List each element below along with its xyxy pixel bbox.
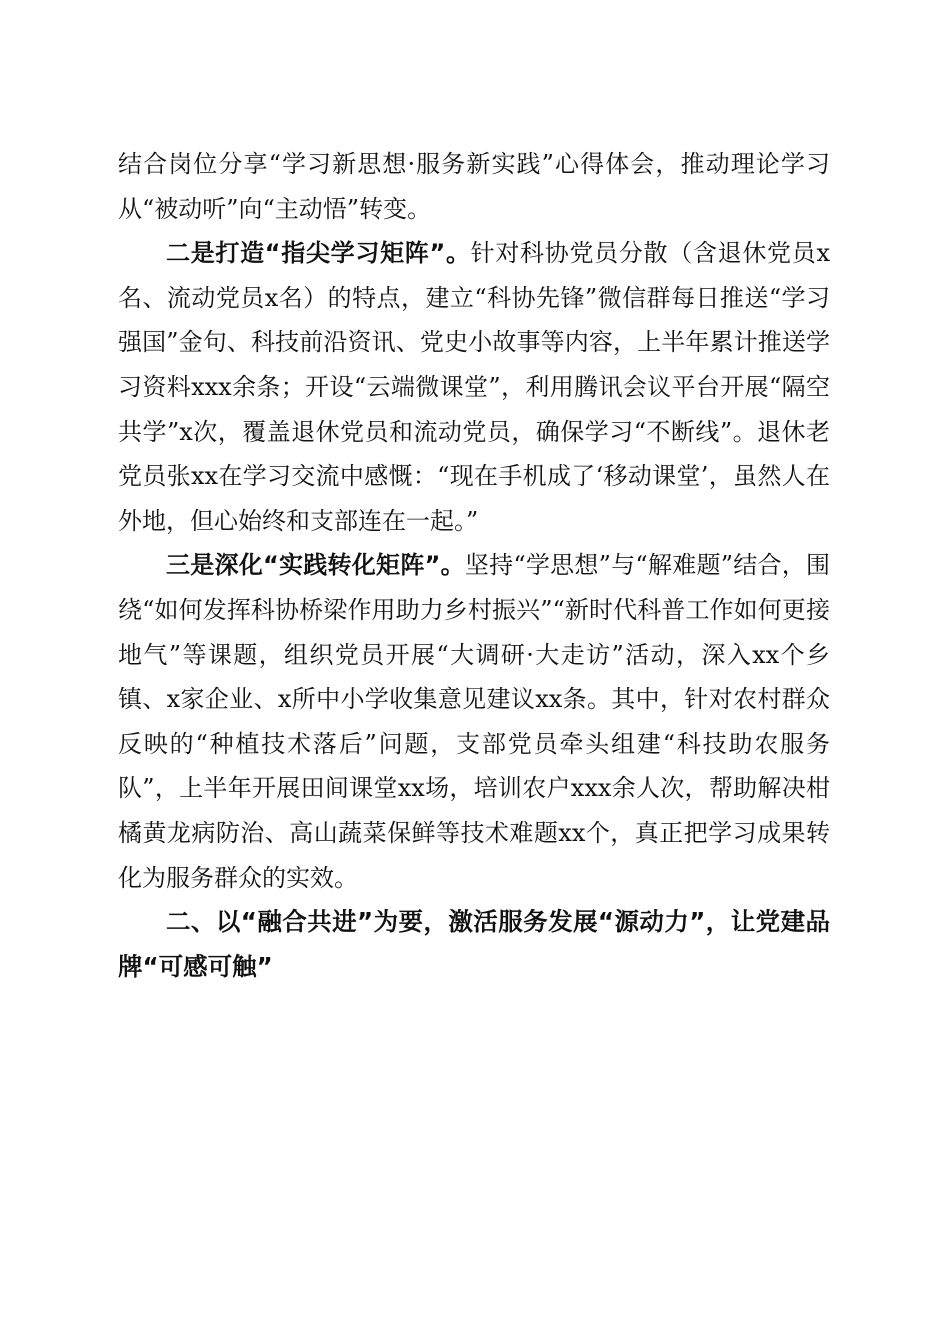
paragraph-practice-matrix: [118, 543, 830, 900]
document-body: [118, 142, 830, 989]
paragraph-continuation: 结合岗位分享“学习新思想·服务新实践”心得体会，推动理论学习从“被动听”向“主动悟”转变。: [118, 150, 830, 223]
paragraph-body: 坚持“学思想”与“解难题”结合，围绕“如何发挥科协桥梁作用助力乡村振兴”“新时代科普工作如何更接地气”等课题，组织党员开展“大调研·大走访”活动，深入xx个乡镇、x家企业、x所中小学收集意见建议xx条。其中，针对农村群众反映的“种植技术落后”问题，支部党员牵头组建“科技助农服务队”，上半年开展田间课堂xx场，培训农户xxx余人次，帮助解决柑橘黄龙病防治、高山蔬菜保鲜等技术难题xx个，真正把学习成果转化为服务群众的实效。: [118, 551, 831, 892]
paragraph-learning-matrix: [118, 231, 830, 543]
paragraph-lead: 二是打造“指尖学习矩阵”。: [166, 239, 471, 268]
section-heading: 二、以“融合共进”为要，激活服务发展“源动力”，让党建品牌“可感可触”: [118, 907, 830, 981]
paragraph-body: 针对科协党员分散（含退休党员x名、流动党员x名）的特点，建立“科协先锋”微信群每日推送“学习强国”金句、科技前沿资讯、党史小故事等内容，上半年累计推送学习资料xxx余条；开设“云端微课堂”，利用腾讯会议平台开展“隔空共学”x次，覆盖退休党员和流动党员，确保学习“不断线”。退休老党员张xx在学习交流中感慨：“现在手机成了‘移动课堂’，虽然人在外地，但心始终和支部连在一起。”: [118, 239, 830, 535]
paragraph-lead: 三是深化“实践转化矩阵”。: [166, 551, 465, 580]
